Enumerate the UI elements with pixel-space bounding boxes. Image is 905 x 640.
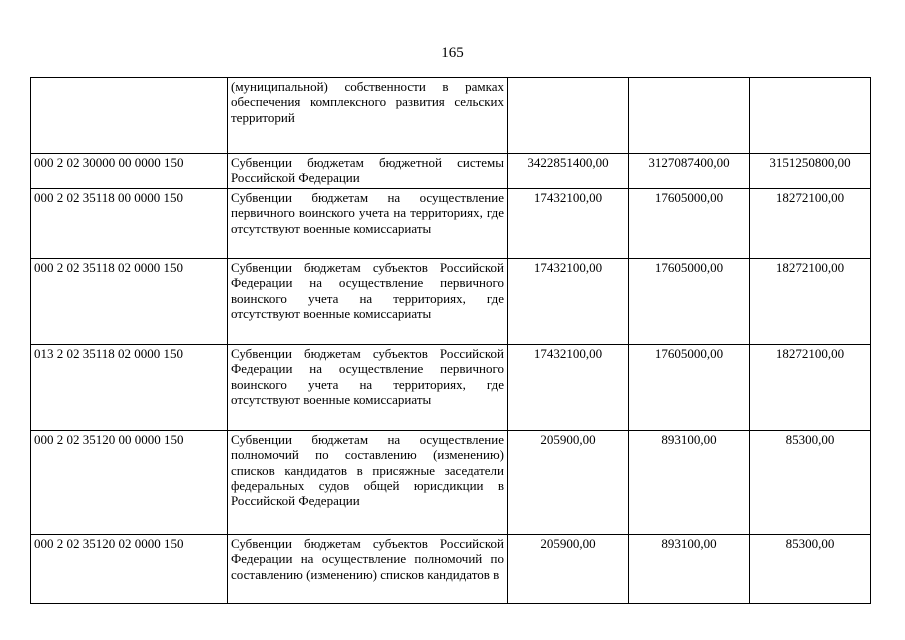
amount-year-1-cell: 17432100,00	[508, 259, 629, 345]
table-row	[31, 189, 871, 259]
budget-code-cell: 000 2 02 35120 00 0000 150	[31, 431, 228, 535]
budget-code-cell: 000 2 02 35118 00 0000 150	[31, 189, 228, 259]
budget-code-cell: 000 2 02 30000 00 0000 150	[31, 154, 228, 189]
amount-year-3-cell: 3151250800,00	[750, 154, 871, 189]
revenue-name-cell: Субвенции бюджетам на осуществление первичного воинского учета на территориях, где отсутствуют военные комиссариаты	[228, 189, 508, 259]
amount-year-1-cell: 3422851400,00	[508, 154, 629, 189]
amount-year-1-cell: 205900,00	[508, 431, 629, 535]
budget-code-cell: 013 2 02 35118 02 0000 150	[31, 345, 228, 431]
budget-revenue-table	[30, 77, 871, 604]
page-number: 165	[441, 45, 464, 61]
amount-year-3-cell: 85300,00	[750, 535, 871, 604]
budget-code-cell: 000 2 02 35120 02 0000 150	[31, 535, 228, 604]
revenue-name-cell: Субвенции бюджетам на осуществление полномочий по составлению (изменению) списков кандидатов в присяжные заседатели федеральных судов общей юрисдикции в Российской Федерации	[228, 431, 508, 535]
revenue-name-cell: Субвенции бюджетам субъектов Российской Федерации на осуществление первичного воинского учета на территориях, где отсутствуют военные комиссариаты	[228, 345, 508, 431]
revenue-name-cell: Субвенции бюджетам субъектов Российской Федерации на осуществление полномочий по составлению (изменению) списков кандидатов в	[228, 535, 508, 604]
amount-year-2-cell: 17605000,00	[629, 345, 750, 431]
amount-year-3-cell	[750, 78, 871, 154]
budget-code-cell	[31, 78, 228, 154]
budget-code-cell: 000 2 02 35118 02 0000 150	[31, 259, 228, 345]
amount-year-1-cell: 17432100,00	[508, 345, 629, 431]
table-row	[31, 78, 871, 154]
amount-year-2-cell: 3127087400,00	[629, 154, 750, 189]
amount-year-3-cell: 18272100,00	[750, 189, 871, 259]
revenue-name-cell: Субвенции бюджетам бюджетной системы Российской Федерации	[228, 154, 508, 189]
amount-year-2-cell: 893100,00	[629, 535, 750, 604]
amount-year-2-cell: 17605000,00	[629, 189, 750, 259]
table-row	[31, 431, 871, 535]
amount-year-1-cell: 205900,00	[508, 535, 629, 604]
amount-year-1-cell: 17432100,00	[508, 189, 629, 259]
amount-year-3-cell: 18272100,00	[750, 259, 871, 345]
table-row	[31, 535, 871, 604]
amount-year-1-cell	[508, 78, 629, 154]
table-row	[31, 259, 871, 345]
amount-year-2-cell: 17605000,00	[629, 259, 750, 345]
amount-year-2-cell: 893100,00	[629, 431, 750, 535]
amount-year-3-cell: 18272100,00	[750, 345, 871, 431]
amount-year-3-cell: 85300,00	[750, 431, 871, 535]
revenue-name-cell: Субвенции бюджетам субъектов Российской Федерации на осуществление первичного воинского учета на территориях, где отсутствуют военные комиссариаты	[228, 259, 508, 345]
table-row	[31, 345, 871, 431]
revenue-name-cell: (муниципальной) собственности в рамках обеспечения комплексного развития сельских территорий	[228, 78, 508, 154]
table-row	[31, 154, 871, 189]
amount-year-2-cell	[629, 78, 750, 154]
